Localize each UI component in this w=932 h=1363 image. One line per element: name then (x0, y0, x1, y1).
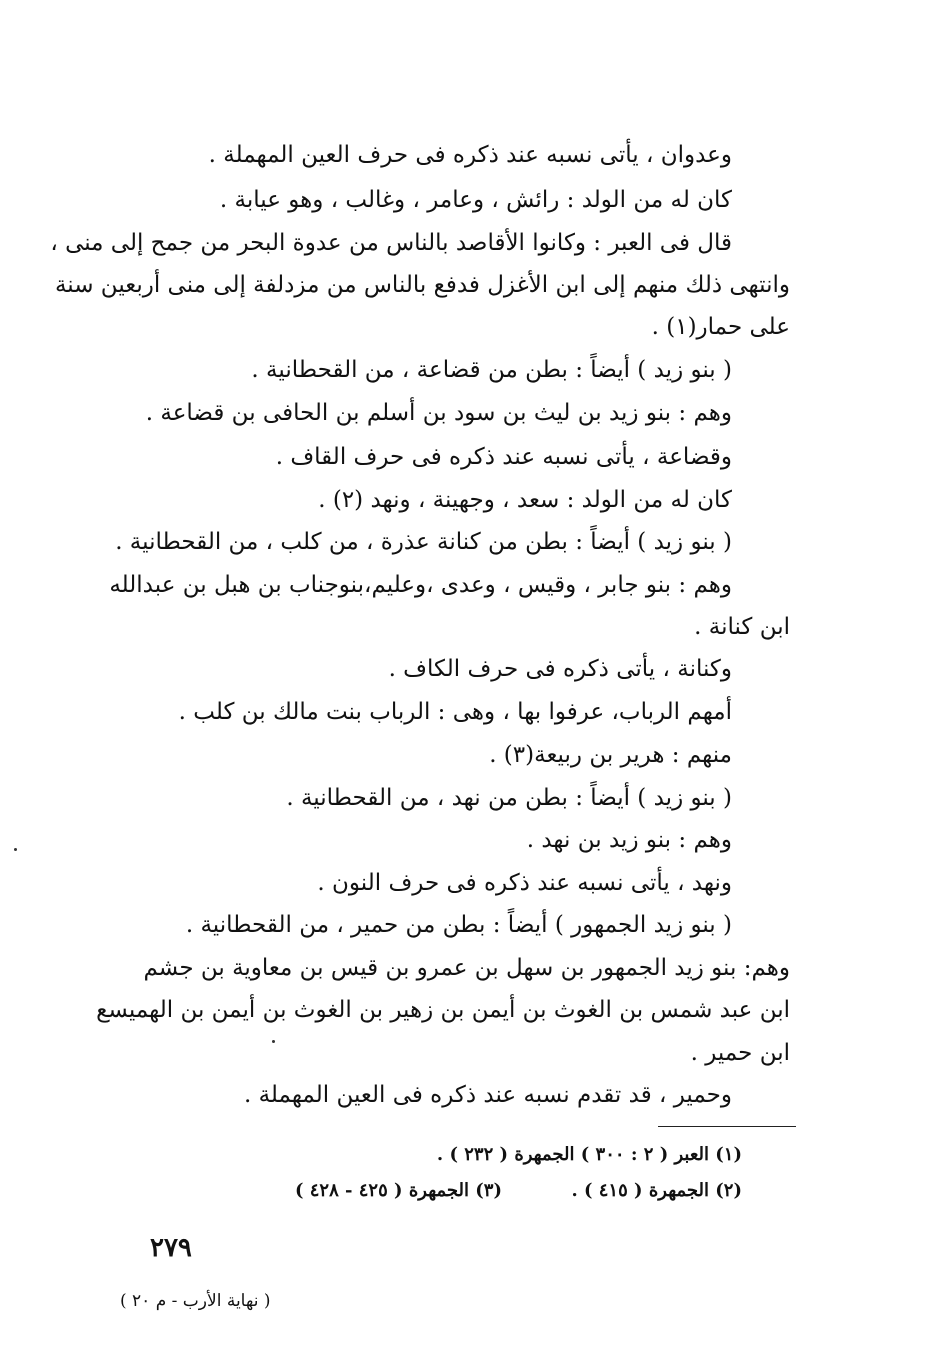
page-number: ٢٧٩ (150, 1233, 192, 1263)
text-line: ( بنو زيد الجمهور ) أيضاً : بطن من حمير ، من القحطانية . (185, 912, 732, 938)
text-line: ( بنو زيد ) أيضاً : بطن من نهد ، من القحطانية . (286, 785, 732, 811)
text-line: وانتهى ذلك منهم إلى ابن الأغزل فدفع بالناس من مزدلفة إلى منى أربعين سنة (54, 272, 790, 298)
text-line: ابن كنانة . (694, 614, 790, 640)
text-line: وهم : بنو زيد بن ليث بن سود بن أسلم بن الحافى بن قضاعة . (145, 400, 732, 426)
text-line: ابن حمير . (690, 1040, 790, 1066)
footnote-2: (٢) الجمهرة ( ٤١٥ ) . (571, 1180, 742, 1201)
text-line: ( بنو زيد ) أيضاً : بطن من كنانة عذرة ، من كلب ، من القحطانية . (115, 529, 732, 555)
text-line: قال فى العبر : وكانوا الأقاصد بالناس من عدوة البحر من جمح إلى منى ، (50, 230, 732, 256)
text-line: وهم: بنو زيد الجمهور بن سهل بن عمرو بن قيس بن معاوية بن جشم (143, 955, 790, 981)
text-line: وقضاعة ، يأتى نسبه عند ذكره فى حرف القاف . (275, 444, 732, 470)
speck (14, 848, 17, 851)
text-line: ونهد ، يأتى نسبه عند ذكره فى حرف النون . (317, 870, 732, 896)
text-line: كان له من الولد : سعد ، وجهينة ، ونهد (٢) . (318, 487, 732, 513)
text-line: على حمار(١) . (651, 314, 790, 340)
text-line: وحمير ، قد تقدم نسبه عند ذكره فى العين المهملة . (243, 1082, 732, 1108)
text-line: ( بنو زيد ) أيضاً : بطن من قضاعة ، من القحطانية . (251, 357, 732, 383)
text-line: وهم : بنو زيد بن نهد . (526, 827, 732, 853)
text-line: أمهم الرباب، عرفوا بها ، وهى : الرباب بنت مالك بن كلب . (178, 699, 732, 725)
footnote-1: (١) العبر ( ٢ : ٣٠٠ ) الجمهرة ( ٢٣٢ ) . (436, 1144, 742, 1165)
footnote-separator (658, 1126, 796, 1127)
speck (272, 1040, 275, 1043)
text-line: كان له من الولد : رائش ، وعامر ، وغالب ، وهو عيابة . (219, 187, 732, 213)
printer-signature: ( نهاية الأرب - م ٢٠ ) (120, 1291, 271, 1311)
text-line: وهم : بنو جابر ، وقيس ، وعدى ،وعليم،بنوجناب بن هبل بن عبدالله (109, 572, 732, 598)
text-line: منهم : هرير بن ربيعة(٣) . (489, 742, 732, 768)
text-line: وكنانة ، يأتى ذكره فى حرف الكاف . (388, 656, 732, 682)
text-line: ابن عبد شمس بن الغوث بن أيمن بن زهير بن الغوث بن أيمن بن الهميسع (96, 997, 790, 1023)
footnote-3: (٣) الجمهرة ( ٤٢٥ - ٤٢٨ ) (294, 1180, 502, 1201)
text-line: وعدوان ، يأتى نسبه عند ذكره فى حرف العين المهملة . (208, 142, 732, 168)
